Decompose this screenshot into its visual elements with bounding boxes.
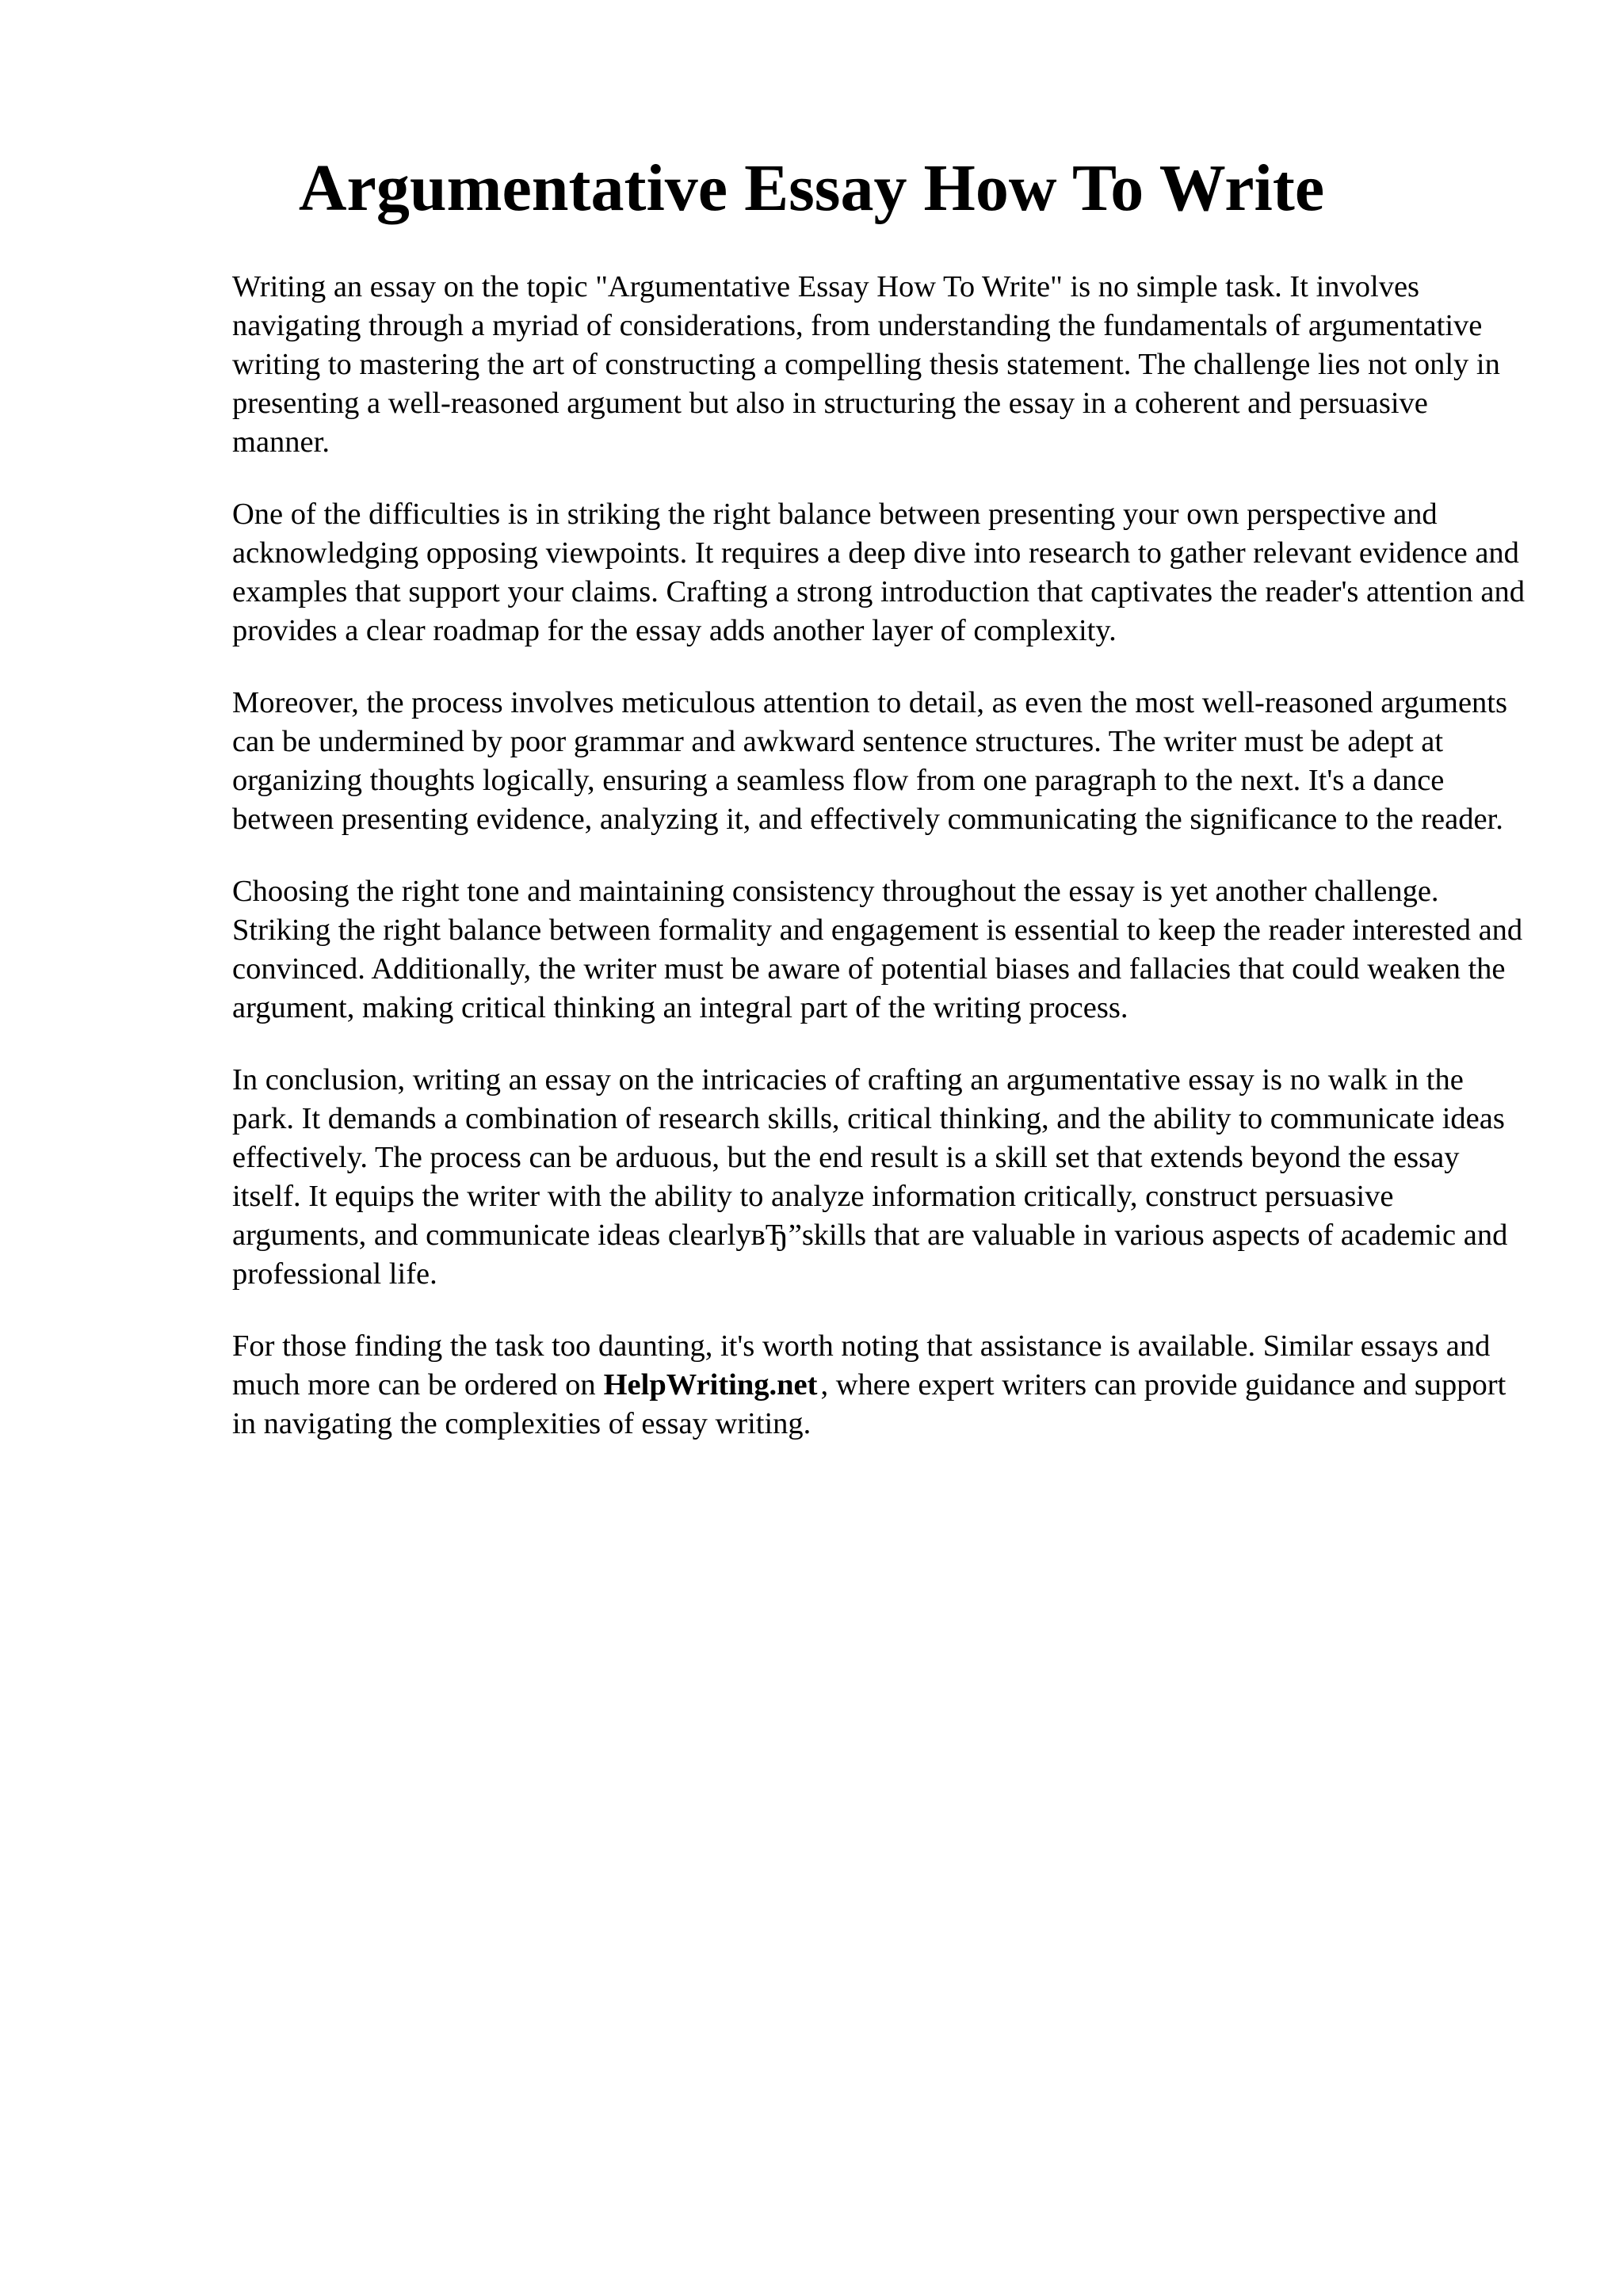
paragraph-5: In conclusion, writing an essay on the intricacies of crafting an argumentative essay is no walk in the park. It demands a combination of research skills, critical thinking, and the ability to communicate ideas effectively. The process can be arduous, but the end result is a skill set that extends beyond the essay itself. It equips the writer with the ability to analyze information critically, construct persuasive arguments, and communicate ideas clearlyвЂ”skills that are valuable in various aspects of academic and professional life. xyxy=(232,1063,1508,1291)
paragraph-4: Choosing the right tone and maintaining consistency throughout the essay is yet another challenge. Striking the right balance between formality and engagement is essential to keep the reader interested and convinced. Additionally, the writer must be aware of potential biases and fallacies that could weaken the argument, making critical thinking an integral part of the writing process. xyxy=(232,875,1523,1024)
paragraph-1: Writing an essay on the topic "Argumentative Essay How To Write" is no simple task. It involves navigating through a myriad of considerations, from understanding the fundamentals of argumentative writing to mastering the art of constructing a compelling thesis statement. The challenge lies not only in presenting a well-reasoned argument but also in structuring the essay in a coherent and persuasive manner. xyxy=(232,270,1500,459)
document-title: Argumentative Essay How To Write xyxy=(298,151,1325,225)
paragraph-6-text-after-link: , where expert writers can provide guidance and support in navigating the complexities of essay writing. xyxy=(232,1368,1507,1440)
helpwriting-link[interactable]: HelpWriting.net xyxy=(603,1368,818,1402)
paragraph-6-text-before-link: For those finding the task too daunting, it's worth noting that assistance is available. Similar essays and much more can be ordered on xyxy=(232,1329,1491,1402)
document-body xyxy=(232,268,1532,1477)
paragraph-2: One of the difficulties is in striking the right balance between presenting your own perspective and acknowledging opposing viewpoints. It requires a deep dive into research to gather relevant evidence and examples that support your claims. Crafting a strong introduction that captivates the reader's attention and provides a clear roadmap for the essay adds another layer of complexity. xyxy=(232,498,1525,647)
paragraph-3: Moreover, the process involves meticulous attention to detail, as even the most well-reasoned arguments can be undermined by poor grammar and awkward sentence structures. The writer must be adept at organizing thoughts logically, ensuring a seamless flow from one paragraph to the next. It's a dance between presenting evidence, analyzing it, and effectively communicating the significance to the reader. xyxy=(232,686,1507,836)
paragraph-6 xyxy=(232,1327,1532,1444)
